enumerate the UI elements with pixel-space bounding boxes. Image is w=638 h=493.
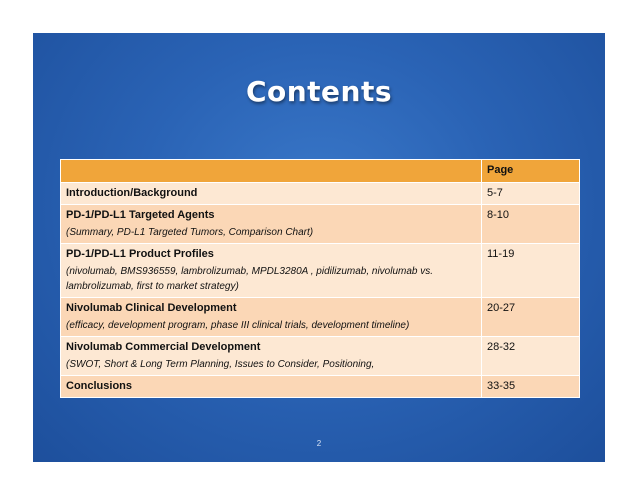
page-cell (482, 205, 580, 244)
table-row (61, 376, 580, 398)
page-cell (482, 337, 580, 376)
section-title: Nivolumab Clinical Development (66, 302, 237, 314)
section-title: PD-1/PD-L1 Targeted Agents (66, 209, 215, 221)
page-cell (482, 183, 580, 205)
section-title: Nivolumab Commercial Development (66, 341, 261, 353)
page-range: 33-35 (487, 380, 516, 392)
section-subtitle: (Summary, PD-L1 Targeted Tumors, Comparison Chart) (66, 227, 314, 238)
section-cell (61, 244, 482, 298)
table-header-row (61, 160, 580, 183)
page-range: 20-27 (487, 302, 516, 314)
page-cell (482, 298, 580, 337)
section-cell (61, 376, 482, 398)
section-subtitle: (nivolumab, BMS936559, lambrolizumab, MPDL3280A , pidilizumab, nivolumab vs. lambrolizumab, first to market strategy) (66, 266, 434, 292)
section-cell (61, 337, 482, 376)
slide-title: Contents (245, 75, 393, 108)
section-title: PD-1/PD-L1 Product Profiles (66, 248, 214, 260)
table-row (61, 244, 580, 298)
section-title: Introduction/Background (66, 187, 198, 199)
section-subtitle: (SWOT, Short & Long Term Planning, Issues to Consider, Positioning, (66, 359, 375, 370)
page-range: 11-19 (487, 248, 515, 260)
page-range: 5-7 (487, 187, 503, 199)
contents-table (60, 159, 580, 398)
section-cell (61, 298, 482, 337)
section-cell (61, 205, 482, 244)
slide (33, 33, 605, 462)
page-range: 8-10 (487, 209, 510, 221)
page-cell (482, 376, 580, 398)
page-cell (482, 244, 580, 298)
section-cell (61, 183, 482, 205)
table-row (61, 298, 580, 337)
table-row (61, 205, 580, 244)
header-page-cell: Page (482, 160, 580, 183)
table-row (61, 183, 580, 205)
page-range: 28-32 (487, 341, 516, 353)
section-subtitle: (efficacy, development program, phase III clinical trials, development timeline) (66, 320, 410, 331)
table-row (61, 337, 580, 376)
slide-number: 2 (316, 439, 322, 448)
header-section-cell (61, 160, 482, 183)
section-title: Conclusions (66, 380, 133, 392)
